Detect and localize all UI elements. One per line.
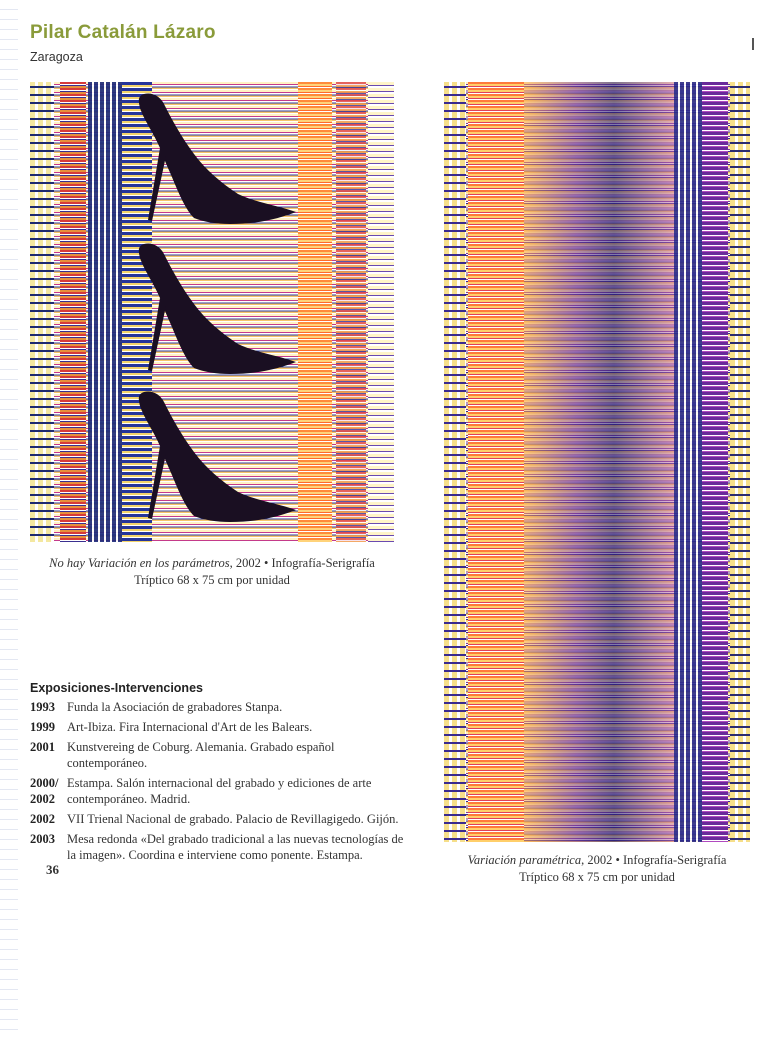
artwork-title: Variación paramétrica xyxy=(467,853,582,867)
stiletto-shoe-image xyxy=(130,240,300,380)
art-band-orange xyxy=(298,82,332,542)
artwork-caption xyxy=(444,852,750,886)
art-band-red xyxy=(60,82,86,542)
page-number: 36 xyxy=(46,862,59,877)
exhibition-year: 2001 xyxy=(30,740,55,754)
artwork-dimensions: Tríptico 68 x 75 cm por unidad xyxy=(134,573,290,587)
section-heading: Exposiciones-Intervenciones xyxy=(30,681,203,695)
artist-name: Pilar Catalán Lázaro xyxy=(30,22,216,43)
exhibition-year: 1993 xyxy=(30,700,55,714)
exhibition-text: Funda la Asociación de grabadores Stanpa. xyxy=(67,700,283,714)
exhibition-text: Art-Ibiza. Fira Internacional d'Art de les Balears. xyxy=(67,720,313,734)
list-item xyxy=(30,739,410,771)
exhibition-year: 2000/ 2002 xyxy=(30,776,59,806)
caption-line1 xyxy=(444,852,750,869)
caption-line1 xyxy=(30,555,394,572)
list-item xyxy=(30,775,410,807)
artwork-caption xyxy=(30,555,394,589)
artwork-dimensions: Tríptico 68 x 75 cm por unidad xyxy=(519,870,675,884)
exhibition-text: Mesa redonda «Del grabado tradicional a las nuevas tecnologías de la imagen». Coordina e interviene como ponente. Estampa. xyxy=(67,832,404,862)
artwork-details: , 2002 • Infografía-Serigrafía xyxy=(229,556,375,570)
exhibitions-list xyxy=(30,699,410,867)
art-band-orange xyxy=(468,82,524,842)
artwork-parametric-variation xyxy=(444,82,750,842)
exhibition-text: Estampa. Salón internacional del grabado y ediciones de arte contemporáneo. Madrid. xyxy=(67,776,372,806)
artist-city: Zaragoza xyxy=(30,50,83,64)
exhibition-text: VII Trienal Nacional de grabado. Palacio de Revillagigedo. Gijón. xyxy=(67,812,399,826)
art-band-red-right xyxy=(336,82,366,542)
stiletto-shoe-image xyxy=(130,388,300,528)
stiletto-shoe-image xyxy=(130,90,300,230)
art-band-navy xyxy=(88,82,122,542)
artwork-shoes-triptych xyxy=(30,82,394,542)
art-band-right xyxy=(368,82,394,542)
art-band-gradient xyxy=(524,82,674,842)
exhibition-year: 1999 xyxy=(30,720,55,734)
art-band-ticks-left xyxy=(444,82,466,842)
exhibition-year: 2003 xyxy=(30,832,55,846)
art-band-navy xyxy=(674,82,702,842)
art-band-ticks-right xyxy=(730,82,750,842)
exhibition-year: 2002 xyxy=(30,812,55,826)
list-item xyxy=(30,699,410,715)
list-item xyxy=(30,719,410,735)
page-edge-lines xyxy=(0,0,18,1039)
artwork-title: No hay Variación en los parámetros xyxy=(49,556,230,570)
art-band-ticks xyxy=(30,82,54,542)
artwork-details: , 2002 • Infografía-Serigrafía xyxy=(581,853,727,867)
art-band-purple xyxy=(702,82,728,842)
list-item xyxy=(30,811,410,827)
list-item xyxy=(30,831,410,863)
exhibition-text: Kunstvereing de Coburg. Alemania. Grabado español contemporáneo. xyxy=(67,740,335,770)
corner-mark xyxy=(752,38,754,50)
